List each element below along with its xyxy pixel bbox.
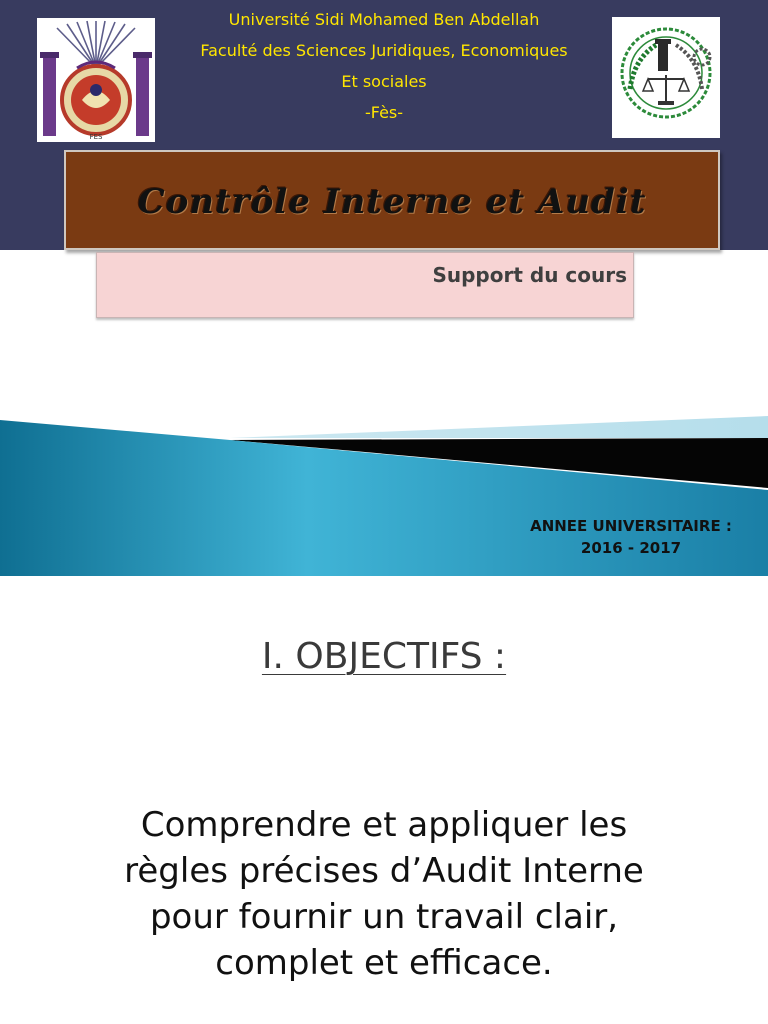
subtitle: Support du cours <box>432 263 627 287</box>
svg-text:FES: FES <box>89 133 103 141</box>
academic-year <box>500 515 762 559</box>
faculty-scales-logo <box>612 17 720 138</box>
objective-line: Comprendre et appliquer les <box>140 805 628 845</box>
course-title-banner <box>64 150 720 250</box>
faculty-name-cont: Et sociales <box>341 72 427 91</box>
faculty-name: Faculté des Sciences Juridiques, Economiques <box>200 41 568 60</box>
academic-year-value: 2016 - 2017 <box>580 539 682 557</box>
objective-line: règles précises d’Audit Interne <box>124 851 644 891</box>
subtitle-box <box>96 252 634 318</box>
objectives-heading-wrap <box>0 636 768 677</box>
university-crest-icon <box>37 18 155 142</box>
objectives-heading: I. OBJECTIFS : <box>261 636 507 677</box>
objective-line: pour fournir un travail clair, <box>149 897 619 937</box>
city-name: -Fès- <box>364 103 404 122</box>
objective-text <box>40 802 728 986</box>
objective-line: complet et efficace. <box>215 943 553 983</box>
university-name: Université Sidi Mohamed Ben Abdellah <box>228 10 540 29</box>
academic-year-label: ANNEE UNIVERSITAIRE : <box>530 517 732 535</box>
university-crest-logo <box>37 18 155 142</box>
university-header <box>160 4 608 128</box>
faculty-scales-icon <box>612 17 720 138</box>
course-title: Contrôle Interne et Audit <box>137 182 647 222</box>
